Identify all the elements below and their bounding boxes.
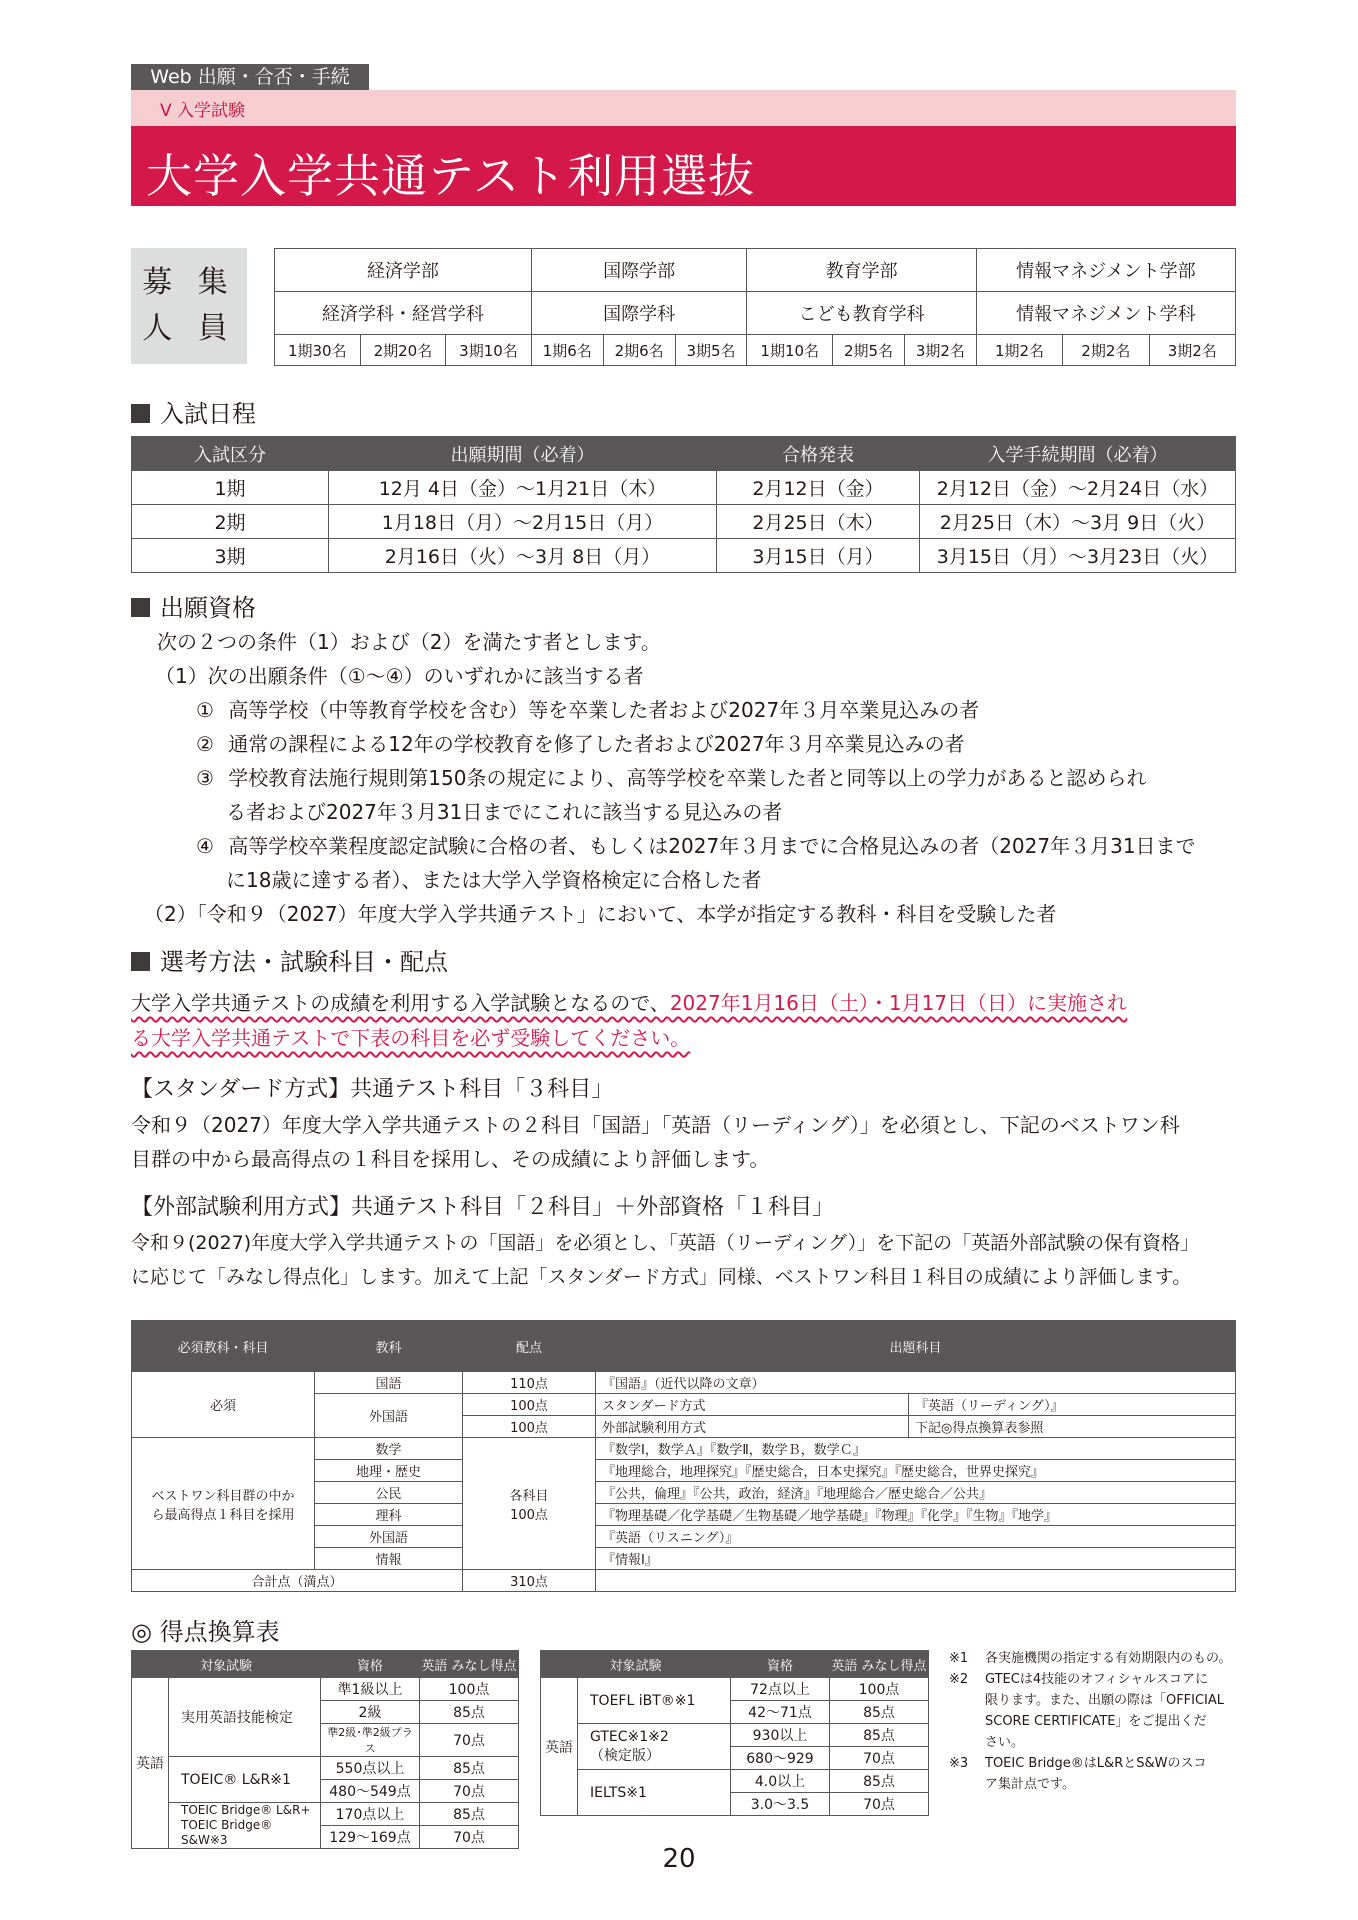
square-bullet-icon [131,598,150,617]
grade-cell: 3.0～3.5 [731,1793,830,1816]
recruitment-label [131,248,247,364]
faculty-cell: 情報マネジメント学部 [976,249,1235,292]
schedule-cell: 2月25日（木）～3月 9日（火） [920,505,1236,539]
schedule-cell: 3月15日（月） [717,539,920,573]
total-label: 合計点（満点） [132,1570,463,1592]
grade-cell: 129～169点 [321,1826,420,1849]
square-bullet-icon [131,952,150,971]
exam-name-line2: TOEIC Bridge® S&W※3 [181,1818,273,1847]
department-row [275,292,1236,335]
external-text-line1: 令和９(2027)年度大学入学共通テストの「国語」を必須とし、「英語（リーディング）」を下記の「英語外部試験の保有資格」 [131,1232,1200,1254]
subject-label: 英語 [541,1678,578,1816]
exam-name: TOEIC® L&R※1 [169,1757,321,1803]
column-header: 入試区分 [132,437,329,471]
bestone-label [132,1438,315,1570]
recruitment-table [274,248,1236,366]
external-text-line2: に応じて「みなし得点化」します。加えて上記「スタンダード方式」同様、ベストワン科目１科目の成績により評価します。 [131,1266,1192,1288]
faculty-cell: 国際学部 [531,249,747,292]
content-cell: 『公共，倫理』『公共，政治，経済』『地理総合／歴史総合／公共』 [596,1482,1236,1504]
subjects-table [131,1320,1236,1592]
page-number: 20 [662,1844,696,1874]
grade-cell: 550点以上 [321,1757,420,1780]
department-cell: 国際学科 [531,292,747,335]
subject-cell: 外国語 [315,1394,463,1438]
item-text: 学校教育法施行規則第150条の規定により、高等学校を卒業した者と同等以上の学力があると認められ [228,766,1147,790]
score-cell: 85点 [420,1757,519,1780]
footnote-line: さい。 [985,1735,1025,1750]
content-cell: 『英語（リスニング）』 [596,1526,1236,1548]
selection-notice-cont [131,1021,690,1055]
method-cell: スタンダード方式 [596,1394,909,1416]
score-cell: 70点 [420,1826,519,1849]
score-cell: 70点 [830,1747,929,1770]
bestone-points-line1: 各科目 [509,1488,549,1504]
section-tag: Web 出願・合否・手続 [131,64,369,90]
content-cell: 『数学Ⅰ，数学Ａ』『数学Ⅱ，数学Ｂ，数学Ｃ』 [596,1438,1236,1460]
conversion-row [132,1803,519,1826]
grade-cell: 4.0以上 [731,1770,830,1793]
content-cell: 下記◎得点換算表参照 [909,1416,1236,1438]
qualification-item [196,727,965,761]
subject-cell: 数学 [315,1438,463,1460]
grade-cell: 2級 [321,1701,420,1724]
schedule-cell: 2月16日（火）～3月 8日（月） [329,539,717,573]
column-header: 対象試験 [541,1651,731,1678]
footnote [949,1669,1239,1753]
footnote-line: 限ります。また、出願の際は「OFFICIAL [985,1693,1225,1708]
required-label: 必須 [132,1372,315,1438]
grade-cell: 準1級以上 [321,1678,420,1701]
column-header: 教科 [315,1321,463,1372]
grade-cell: 930以上 [731,1724,830,1747]
conversion-header-row [132,1651,519,1678]
exam-name [169,1803,321,1849]
section-subtitle: Ⅴ 入学試験 [160,101,246,121]
recruitment-label-line1: 募 集 [142,265,236,300]
qualification-heading [131,588,256,623]
subjects-row [132,1372,1236,1394]
footnote [949,1648,1239,1669]
schedule-cell: 1期 [132,471,329,505]
footnotes [949,1648,1239,1795]
qualification-condition-1: （1）次の出願条件（①～④）のいずれかに該当する者 [155,664,644,688]
conversion-row [541,1678,929,1701]
department-cell: こども教育学科 [747,292,976,335]
schedule-table [131,436,1236,573]
column-header: 資格 [731,1651,830,1678]
score-cell: 85点 [830,1724,929,1747]
count-cell: 3期10名 [446,335,532,366]
external-heading: 【外部試験利用方式】共通テスト科目「２科目」＋外部資格「１科目」 [131,1195,835,1220]
content-cell: 『物理基礎／化学基礎／生物基礎／地学基礎』『物理』『化学』『生物』『地学』 [596,1504,1236,1526]
recruitment-label-line2: 人 員 [142,311,236,346]
footnote-line: ア集計点です。 [985,1777,1075,1792]
subject-label: 英語 [132,1678,169,1849]
count-cell: 1期10名 [747,335,833,366]
exam-name: 実用英語技能検定 [169,1678,321,1757]
bestone-points [463,1438,596,1570]
method-cell: 外部試験利用方式 [596,1416,909,1438]
subject-cell: 地理・歴史 [315,1460,463,1482]
standard-text-line2: 目群の中から最高得点の１科目を採用し、その成績により評価します。 [131,1147,770,1171]
page-title: 大学入学共通テスト利用選抜 [146,149,756,203]
column-header: 出願期間（必着） [329,437,717,471]
subject-cell: 理科 [315,1504,463,1526]
column-header: 英語 みなし得点 [830,1651,929,1678]
exam-name [578,1724,731,1770]
standard-heading: 【スタンダード方式】共通テスト科目「３科目」 [131,1077,614,1102]
empty-cell [596,1570,1236,1592]
count-cell: 3期2名 [904,335,976,366]
column-header: 英語 みなし得点 [420,1651,519,1678]
notice-text: 大学入学共通テストの成績を利用する入学試験となるので、 [131,991,670,1015]
faculty-row [275,249,1236,292]
qualification-heading-text: 出願資格 [160,594,256,622]
exam-name: TOEFL iBT®※1 [578,1678,731,1724]
subject-cell: 外国語 [315,1526,463,1548]
schedule-cell: 3月15日（月）～3月23日（火） [920,539,1236,573]
exam-name: IELTS※1 [578,1770,731,1816]
count-cell: 2期6名 [603,335,675,366]
selection-heading [131,942,448,977]
count-cell: 2期20名 [360,335,446,366]
grade-cell: 72点以上 [731,1678,830,1701]
grade-cell: 準2級･準2級プラス [321,1724,420,1757]
score-cell: 70点 [420,1724,519,1757]
footnote-line: 各実施機関の指定する有効期限内のもの。 [985,1651,1232,1666]
item-text-continued: る者および2027年３月31日までにこれに該当する見込みの者 [226,800,783,824]
conversion-heading: ◎ 得点換算表 [131,1618,280,1646]
exam-name-line1: GTEC※1※2 [590,1728,669,1745]
footnote-mark: ※2 [949,1672,969,1687]
total-points: 310点 [463,1570,596,1592]
qualification-intro: 次の２つの条件（1）および（2）を満たす者とします。 [157,630,661,654]
exam-name-line2: （検定版） [590,1747,660,1764]
faculty-cell: 教育学部 [747,249,976,292]
conversion-table-right [540,1650,929,1816]
exam-name-line1: TOEIC Bridge® L&R+ [181,1803,311,1817]
score-cell: 85点 [830,1701,929,1724]
conversion-header-row [541,1651,929,1678]
bestone-label-line1: ベストワン科目群の中か [151,1488,295,1504]
item-text: 通常の課程による12年の学校教育を修了した者および2027年３月卒業見込みの者 [228,732,965,756]
item-text-continued: に18歳に達する者）、または大学入学資格検定に合格した者 [226,868,762,892]
points-cell: 100点 [463,1394,596,1416]
counts-row [275,335,1236,366]
schedule-heading-text: 入試日程 [160,400,256,428]
footnote-mark: ※1 [949,1651,969,1666]
notice-date: 2027年1月16日（土）・1月17日（日）に実施され [669,991,1128,1015]
qualification-item [196,761,1146,795]
content-cell: 『国語』（近代以降の文章） [596,1372,1236,1394]
subjects-row [132,1438,1236,1460]
count-cell: 1期6名 [531,335,603,366]
conversion-row [132,1678,519,1701]
schedule-cell: 2月25日（木） [717,505,920,539]
selection-heading-text: 選考方法・試験科目・配点 [160,948,448,976]
schedule-cell: 1月18日（月）～2月15日（月） [329,505,717,539]
bestone-label-line2: ら最高得点１科目を採用 [151,1507,295,1523]
column-header: 出題科目 [596,1321,1236,1372]
item-mark: ① [196,698,214,722]
column-header: 入学手続期間（必着） [920,437,1236,471]
grade-cell: 680～929 [731,1747,830,1770]
count-cell: 3期2名 [1149,335,1235,366]
footnote-mark: ※3 [949,1756,969,1771]
score-cell: 100点 [420,1678,519,1701]
score-cell: 70点 [830,1793,929,1816]
column-header: 合格発表 [717,437,920,471]
column-header: 配点 [463,1321,596,1372]
schedule-heading [131,394,256,429]
score-cell: 100点 [830,1678,929,1701]
schedule-cell: 2月12日（金）～2月24日（水） [920,471,1236,505]
square-bullet-icon [131,404,150,423]
count-cell: 2期2名 [1063,335,1149,366]
score-cell: 85点 [420,1701,519,1724]
count-cell: 3期5名 [675,335,747,366]
schedule-cell: 12月 4日（金）～1月21日（木） [329,471,717,505]
faculty-cell: 経済学部 [275,249,532,292]
points-cell: 110点 [463,1372,596,1394]
schedule-row [132,471,1236,505]
column-header: 資格 [321,1651,420,1678]
score-cell: 70点 [420,1780,519,1803]
schedule-row [132,505,1236,539]
qualification-condition-2: （2）「令和９（2027）年度大学入学共通テスト」において、本学が指定する教科・科目を受験した者 [144,902,1057,926]
department-cell: 情報マネジメント学科 [976,292,1235,335]
notice-date-continued: る大学入学共通テストで下表の科目を必ず受験してください。 [131,1026,691,1050]
count-cell: 2期5名 [833,335,905,366]
count-cell: 1期30名 [275,335,361,366]
grade-cell: 170点以上 [321,1803,420,1826]
schedule-header-row [132,437,1236,471]
score-cell: 85点 [420,1803,519,1826]
item-mark: ④ [196,834,214,858]
schedule-cell: 2月12日（金） [717,471,920,505]
qualification-item [196,829,1196,863]
footnote [949,1753,1239,1795]
points-cell: 100点 [463,1416,596,1438]
conversion-row [541,1724,929,1747]
department-cell: 経済学科・経営学科 [275,292,532,335]
column-header: 必須教科・科目 [132,1321,315,1372]
item-mark: ③ [196,766,214,790]
column-header: 対象試験 [132,1651,321,1678]
qualification-item [196,693,979,727]
conversion-row [541,1770,929,1793]
footnote-line: TOEIC Bridge®はL&RとS&Wのスコ [985,1756,1207,1771]
schedule-row [132,539,1236,573]
bestone-points-line2: 100点 [510,1507,548,1523]
subject-cell: 情報 [315,1548,463,1570]
footnote-line: SCORE CERTIFICATE」をご提出くだ [985,1714,1207,1729]
total-row [132,1570,1236,1592]
item-text: 高等学校（中等教育学校を含む）等を卒業した者および2027年３月卒業見込みの者 [228,698,980,722]
subtitle-band [131,90,1236,126]
content-cell: 『英語（リーディング）』 [909,1394,1236,1416]
subjects-header-row [132,1321,1236,1372]
count-cell: 1期2名 [976,335,1062,366]
item-text: 高等学校卒業程度認定試験に合格の者、もしくは2027年３月までに合格見込みの者（2027年３月31日まで [228,834,1196,858]
score-cell: 85点 [830,1770,929,1793]
content-cell: 『情報Ⅰ』 [596,1548,1236,1570]
schedule-cell: 2期 [132,505,329,539]
grade-cell: 480～549点 [321,1780,420,1803]
conversion-row [132,1757,519,1780]
subject-cell: 公民 [315,1482,463,1504]
conversion-table-left [131,1650,519,1849]
footnote-line: GTECは4技能のオフィシャルスコアに [985,1672,1209,1687]
selection-notice [131,986,1241,1020]
subject-cell: 国語 [315,1372,463,1394]
grade-cell: 42～71点 [731,1701,830,1724]
schedule-cell: 3期 [132,539,329,573]
content-cell: 『地理総合，地理探究』『歴史総合，日本史探究』『歴史総合，世界史探究』 [596,1460,1236,1482]
standard-text-line1: 令和９（2027）年度大学入学共通テストの２科目「国語」「英語（リーディング）」を必須とし、下記のベストワン科 [131,1113,1180,1137]
item-mark: ② [196,732,214,756]
